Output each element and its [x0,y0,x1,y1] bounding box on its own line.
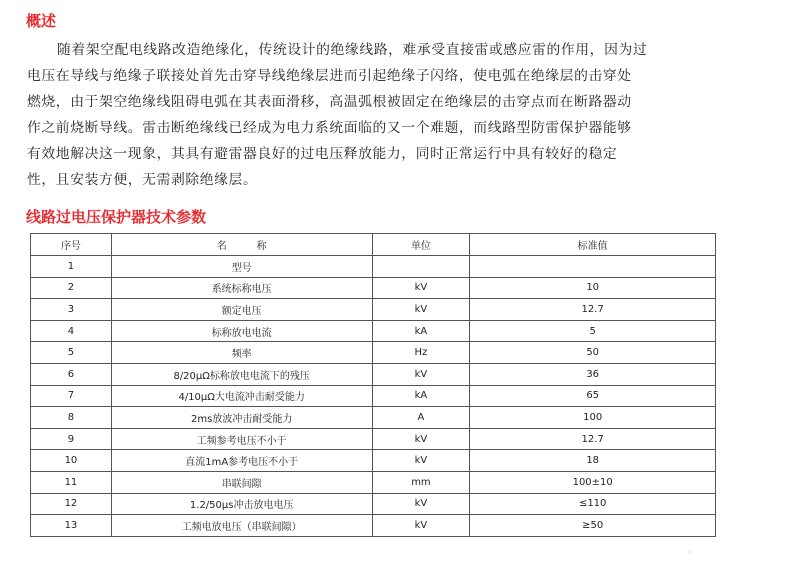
table-header-row [31,234,716,256]
cell-unit: kV [372,515,470,537]
cell-index: 5 [31,342,112,364]
params-table [30,233,716,537]
cell-index: 11 [31,471,112,493]
cell-name: 系统标称电压 [111,277,372,299]
cell-standard: 10 [470,277,716,299]
table-row [31,407,716,429]
cell-unit: kV [372,277,470,299]
cell-name: 直流1mA参考电压不小于 [111,450,372,472]
cell-unit: Hz [372,342,470,364]
cell-name: 工频参考电压不小于 [111,428,372,450]
cell-name: 串联间隙 [111,471,372,493]
col-header-index: 序号 [31,234,112,256]
cell-name: 2ms放波冲击耐受能力 [111,407,372,429]
table-row [31,471,716,493]
table-row [31,493,716,515]
paragraph-line: 电压在导线与绝缘子联接处首先击穿导线绝缘层进而引起绝缘子闪络，使电弧在绝缘层的击穿处 [27,68,632,84]
col-header-unit: 单位 [372,234,470,256]
cell-index: 8 [31,407,112,429]
cell-name: 额定电压 [111,299,372,321]
cell-unit [372,256,470,278]
cell-standard: 100±10 [470,471,716,493]
cell-index: 12 [31,493,112,515]
cell-name: 8/20μΩ标称放电电流下的残压 [111,363,372,385]
paragraph-line: 燃烧，由于架空绝缘线阻碍电弧在其表面滑移，高温弧根被固定在绝缘层的击穿点而在断路器动 [27,94,632,110]
cell-name: 1.2/50μs冲击放电电压 [111,493,372,515]
overview-paragraph [27,37,787,193]
table-row [31,299,716,321]
table-row [31,515,716,537]
cell-standard: 18 [470,450,716,472]
cell-index: 1 [31,256,112,278]
cell-unit: kV [372,299,470,321]
cell-unit: mm [372,471,470,493]
overview-heading: 概述 [26,12,57,30]
cell-standard: ≤110 [470,493,716,515]
footer-mark: · [688,548,691,557]
table-row [31,256,716,278]
cell-name: 频率 [111,342,372,364]
paragraph-line: 作之前烧断导线。雷击断绝缘线已经成为电力系统面临的又一个难题，而线路型防雷保护器能够 [27,120,632,136]
cell-index: 4 [31,320,112,342]
cell-standard: 50 [470,342,716,364]
table-row [31,342,716,364]
cell-index: 3 [31,299,112,321]
cell-standard: 12.7 [470,299,716,321]
cell-index: 6 [31,363,112,385]
table-row [31,363,716,385]
cell-unit: kV [372,450,470,472]
cell-standard [470,256,716,278]
cell-standard: 12.7 [470,428,716,450]
cell-unit: kV [372,493,470,515]
cell-unit: kV [372,363,470,385]
cell-index: 10 [31,450,112,472]
cell-standard: 5 [470,320,716,342]
paragraph-line: 随着架空配电线路改造绝缘化，传统设计的绝缘线路，难承受直接雷或感应雷的作用，因为过 [57,42,648,58]
col-header-standard: 标准值 [470,234,716,256]
cell-standard: 36 [470,363,716,385]
cell-unit: kV [372,428,470,450]
cell-standard: 100 [470,407,716,429]
cell-name: 标称放电电流 [111,320,372,342]
cell-standard: 65 [470,385,716,407]
params-heading: 线路过电压保护器技术参数 [26,208,207,226]
cell-unit: A [372,407,470,429]
table-row [31,450,716,472]
table-row [31,277,716,299]
cell-name: 型号 [111,256,372,278]
cell-index: 13 [31,515,112,537]
cell-name: 工频电放电压（串联间隙） [111,515,372,537]
cell-name: 4/10μΩ大电流冲击耐受能力 [111,385,372,407]
table-row [31,428,716,450]
cell-index: 2 [31,277,112,299]
cell-standard: ≥50 [470,515,716,537]
cell-unit: kA [372,385,470,407]
cell-index: 9 [31,428,112,450]
table-row [31,385,716,407]
paragraph-line: 有效地解决这一现象，其具有避雷器良好的过电压释放能力，同时正常运行中具有较好的稳定 [27,146,618,162]
col-header-name: 名称 [111,234,372,256]
cell-unit: kA [372,320,470,342]
cell-index: 7 [31,385,112,407]
table-row [31,320,716,342]
paragraph-line: 性，且安装方便，无需剥除绝缘层。 [27,172,258,188]
